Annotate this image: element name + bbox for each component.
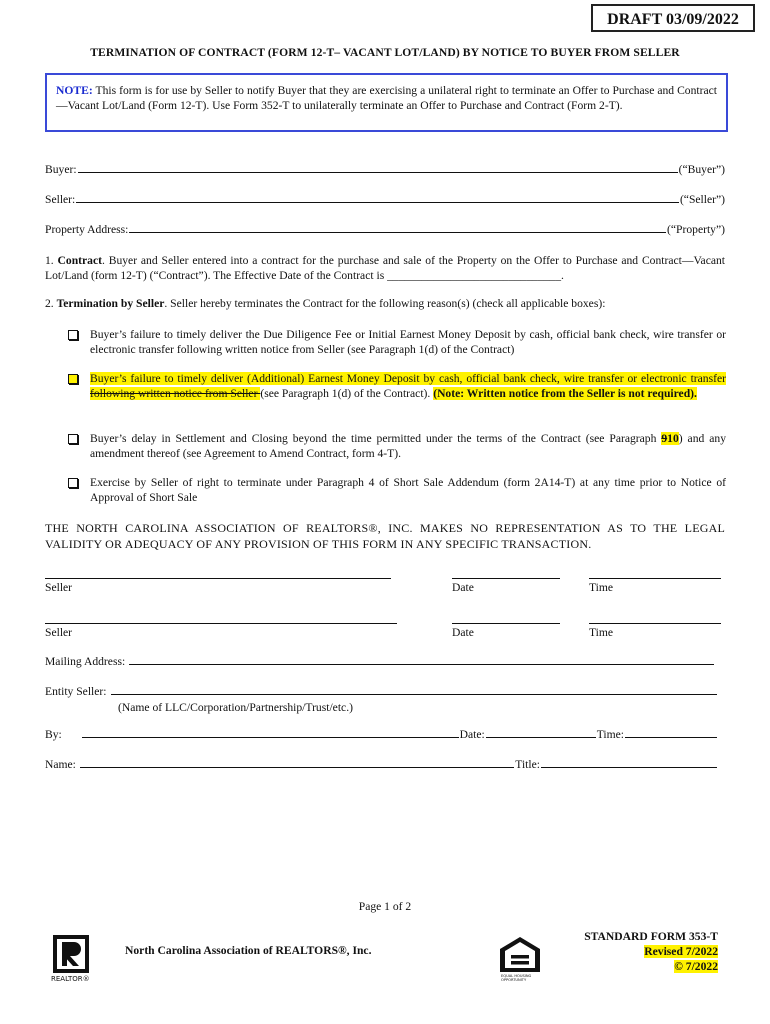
reason-text: Buyer’s failure to timely deliver the Due Diligence Fee or Initial Earnest Money Deposit by cash, official bank check, wire transfer or electronic transfer following written notice from Seller (see Paragraph 1(d) of the Contract) bbox=[90, 328, 726, 356]
reason-checkbox[interactable] bbox=[68, 374, 78, 384]
by-field[interactable] bbox=[82, 737, 459, 738]
seller-signature-line[interactable] bbox=[45, 623, 397, 624]
mailing-label: Mailing Address: bbox=[45, 655, 126, 668]
buyer-field[interactable] bbox=[78, 172, 678, 173]
reason-text bbox=[90, 431, 726, 461]
association-name: North Carolina Association of REALTORS®, Inc. bbox=[125, 944, 372, 957]
entity-label: Entity Seller: bbox=[45, 685, 107, 698]
svg-text:REALTOR®: REALTOR® bbox=[51, 975, 90, 982]
disclaimer: THE NORTH CAROLINA ASSOCIATION OF REALTORS®, INC. MAKES NO REPRESENTATION AS TO THE LEGAL VALIDITY OR ADEQUACY OF ANY PROVISION OF THIS FORM IN ANY SPECIFIC TRANSACTION. bbox=[45, 521, 725, 551]
entity-seller-line bbox=[45, 685, 718, 698]
reason-note: (Note: Written notice from the Seller is not required). bbox=[433, 387, 697, 400]
date-caption: Date bbox=[452, 626, 474, 639]
svg-text:EQUAL HOUSING: EQUAL HOUSING bbox=[501, 974, 532, 978]
entity-hint: (Name of LLC/Corporation/Partnership/Trust/etc.) bbox=[118, 701, 353, 714]
form-title: TERMINATION OF CONTRACT (FORM 12-T– VACANT LOT/LAND) BY NOTICE TO BUYER FROM SELLER bbox=[90, 46, 680, 59]
property-label: Property Address: bbox=[45, 223, 129, 236]
seller-line bbox=[45, 193, 725, 206]
equal-housing-icon bbox=[498, 936, 542, 982]
reason-item bbox=[68, 327, 726, 357]
date-caption: Date bbox=[452, 581, 474, 594]
time-caption: Time bbox=[589, 581, 614, 594]
seller-signature-line[interactable] bbox=[45, 578, 391, 579]
struck-text: following written notice from Seller bbox=[90, 387, 261, 400]
draft-stamp: DRAFT 03/09/2022 bbox=[591, 4, 755, 32]
new-number: 10 bbox=[667, 432, 679, 445]
section-text: . Seller hereby terminates the Contract for the following reason(s) (check all applicable boxes): bbox=[164, 297, 606, 310]
by-line bbox=[45, 728, 718, 741]
reason-checkbox[interactable] bbox=[68, 330, 78, 340]
form-number: STANDARD FORM 353-T bbox=[584, 930, 718, 943]
seller-caption: Seller bbox=[45, 581, 73, 594]
section-text: . Buyer and Seller entered into a contract for the purchase and sale of the Property on the Offer to Purchase and Contract—Vacant Lot/Land (form 12-T) (“Contract”). The Effective Date of the Contract is ______________________________. bbox=[45, 254, 725, 282]
reason-item bbox=[68, 475, 726, 505]
section-number: 1. bbox=[45, 254, 58, 267]
struck-number: 9 bbox=[661, 432, 668, 445]
note-text: This form is for use by Seller to notify Buyer that they are exercising a unilateral right to terminate an Offer to Purchase and Contract—Vacant Lot/Land (Form 12-T). Use Form 352-T to unilaterally terminate an Offer to Purchase and Contract (Form 2-T). bbox=[56, 84, 717, 112]
name-line bbox=[45, 758, 718, 771]
property-suffix: (“Property”) bbox=[667, 223, 725, 236]
date-line[interactable] bbox=[452, 578, 560, 579]
property-line bbox=[45, 223, 725, 236]
reason-text-part: ) and any amendment thereof (see Agreement to Amend Contract, form 4-T). bbox=[90, 432, 726, 460]
reason-text-part: Buyer’s delay in Settlement and Closing beyond the time permitted under the terms of the Contract (see Paragraph bbox=[90, 432, 662, 445]
reason-text: Exercise by Seller of right to terminate under Paragraph 4 of Short Sale Addendum (form 2A14-T) at any time prior to Notice of Approval of Short Sale bbox=[90, 476, 726, 504]
by-time-field[interactable] bbox=[625, 737, 717, 738]
note-label: NOTE: bbox=[56, 84, 93, 97]
by-date-label: Date: bbox=[459, 728, 485, 741]
note-box bbox=[45, 73, 728, 132]
section-heading: Contract bbox=[57, 254, 102, 267]
time-line[interactable] bbox=[589, 578, 721, 579]
page-number: Page 1 of 2 bbox=[358, 900, 412, 913]
reason-checkbox[interactable] bbox=[68, 478, 78, 488]
reason-text bbox=[90, 371, 726, 401]
by-date-field[interactable] bbox=[486, 737, 596, 738]
by-time-label: Time: bbox=[596, 728, 624, 741]
section-heading: Termination by Seller bbox=[56, 297, 165, 310]
reason-item bbox=[68, 431, 726, 461]
mailing-field[interactable] bbox=[129, 664, 714, 665]
reason-checkbox[interactable] bbox=[68, 434, 78, 444]
form-info bbox=[540, 929, 718, 974]
title-field[interactable] bbox=[541, 767, 717, 768]
name-field[interactable] bbox=[80, 767, 514, 768]
reason-item bbox=[68, 371, 726, 401]
buyer-suffix: (“Buyer”) bbox=[678, 163, 725, 176]
seller-field[interactable] bbox=[76, 202, 679, 203]
reason-text-part: Buyer’s failure to timely deliver (Additional) Earnest Money Deposit by cash, official bank check, wire transfer or electronic transfer bbox=[90, 372, 726, 385]
date-line[interactable] bbox=[452, 623, 560, 624]
svg-text:OPPORTUNITY: OPPORTUNITY bbox=[501, 978, 527, 982]
mailing-address-line bbox=[45, 655, 715, 668]
copyright: © 7/2022 bbox=[674, 960, 718, 973]
seller-caption: Seller bbox=[45, 626, 73, 639]
entity-field[interactable] bbox=[111, 694, 717, 695]
section-termination bbox=[45, 296, 725, 311]
reason-text-part: (see Paragraph 1(d) of the Contract). bbox=[260, 387, 434, 400]
realtor-logo-icon bbox=[50, 934, 96, 982]
revised-date: Revised 7/2022 bbox=[644, 945, 718, 958]
seller-suffix: (“Seller”) bbox=[679, 193, 725, 206]
buyer-line bbox=[45, 163, 725, 176]
by-label: By: bbox=[45, 728, 62, 741]
time-line[interactable] bbox=[589, 623, 721, 624]
section-number: 2. bbox=[45, 297, 57, 310]
seller-label: Seller: bbox=[45, 193, 76, 206]
buyer-label: Buyer: bbox=[45, 163, 77, 176]
name-label: Name: bbox=[45, 758, 76, 771]
title-label: Title: bbox=[515, 758, 540, 771]
section-contract bbox=[45, 253, 725, 283]
time-caption: Time bbox=[589, 626, 614, 639]
property-field[interactable] bbox=[129, 232, 666, 233]
